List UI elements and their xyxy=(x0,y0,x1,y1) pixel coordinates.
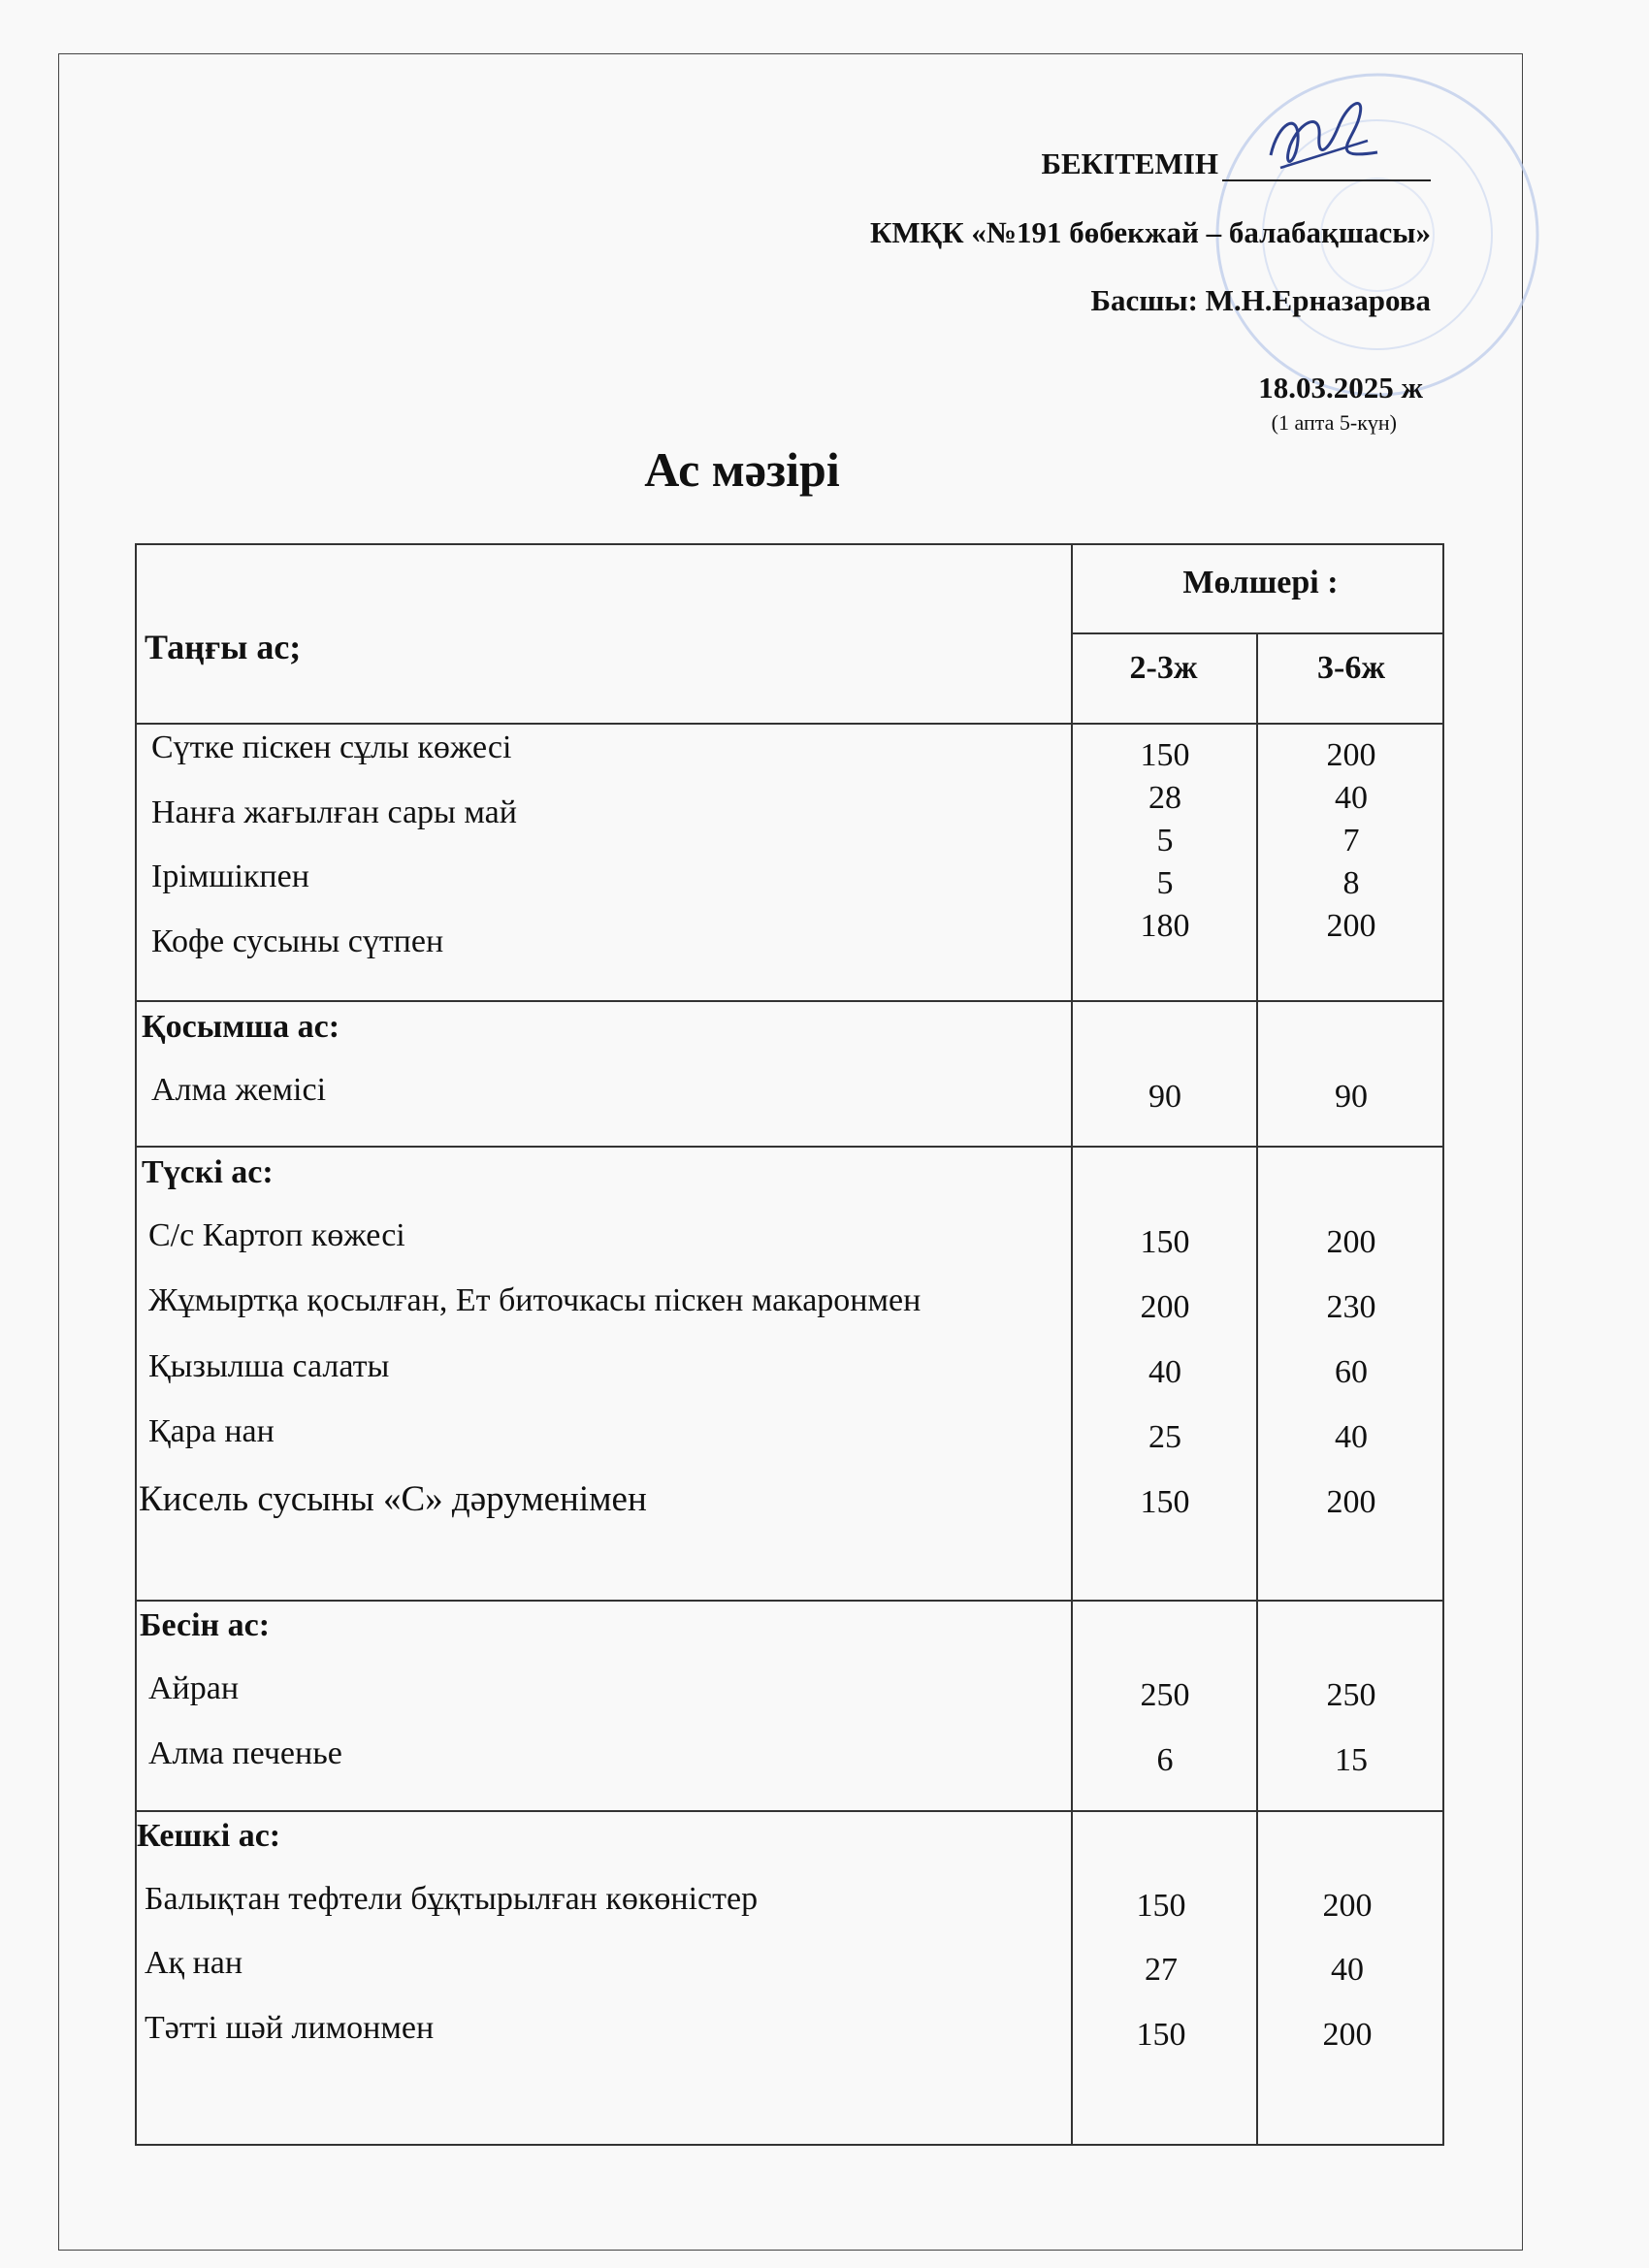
portion-2-3: 150 xyxy=(1136,1888,1186,1924)
portion-3-6: 200 xyxy=(1326,737,1376,773)
row-divider xyxy=(137,1000,1442,1002)
meal-title-dinner: Кешкі ас: xyxy=(137,1818,281,1854)
portion-2-3: 5 xyxy=(1156,865,1174,901)
dish-name: Алма жемісі xyxy=(151,1072,327,1108)
meal-title-snack: Қосымша ас: xyxy=(142,1009,340,1045)
portion-2-3: 150 xyxy=(1140,1224,1190,1260)
portion-2-3: 6 xyxy=(1156,1742,1174,1778)
week-day: (1 апта 5-күн) xyxy=(1271,410,1397,435)
meal-title-lunch: Түскі ас: xyxy=(142,1154,274,1190)
organization-name: КМҚК «№191 бөбекжай – балабақшасы» xyxy=(869,215,1431,249)
dish-name: Сүтке піскен сұлы көжесі xyxy=(151,729,512,765)
portion-2-3: 250 xyxy=(1140,1677,1190,1713)
portion-3-6: 60 xyxy=(1335,1354,1368,1390)
dish-name: С/с Картоп көжесі xyxy=(148,1217,405,1253)
portion-3-6: 200 xyxy=(1322,2017,1373,2053)
portion-2-3: 28 xyxy=(1148,780,1181,816)
dish-name: Қызылша салаты xyxy=(148,1348,390,1384)
meal-title-breakfast: Таңғы ас; xyxy=(145,628,302,666)
dish-name: Кофе сусыны сүтпен xyxy=(151,923,444,959)
row-divider xyxy=(137,723,1442,725)
portion-2-3: 27 xyxy=(1145,1952,1178,1988)
dish-name: Жұмыртқа қосылған, Ет биточкасы піскен макаронмен xyxy=(148,1282,922,1318)
dish-name: Айран xyxy=(148,1670,240,1706)
dish-name: Ақ нан xyxy=(145,1945,243,1981)
portion-3-6: 200 xyxy=(1322,1888,1373,1924)
portion-3-6: 90 xyxy=(1335,1079,1368,1115)
portion-3-6: 40 xyxy=(1335,780,1368,816)
meal-title-afternoon: Бесін ас: xyxy=(140,1607,271,1643)
signature-line xyxy=(1222,141,1431,181)
portion-2-3: 150 xyxy=(1140,737,1190,773)
portion-3-6: 250 xyxy=(1326,1677,1376,1713)
portion-3-6: 230 xyxy=(1326,1289,1376,1325)
director-name: Басшы: М.Н.Ерназарова xyxy=(1090,283,1431,317)
age-3-6-header: 3-6ж xyxy=(1317,650,1385,686)
amount-header: Мөлшері : xyxy=(1182,565,1339,600)
portion-3-6: 40 xyxy=(1335,1419,1368,1455)
dish-name: Қара нан xyxy=(148,1413,275,1449)
row-divider xyxy=(137,1600,1442,1602)
dish-name: Тәтті шәй лимонмен xyxy=(145,2010,435,2046)
approval-line xyxy=(1041,141,1431,181)
portion-3-6: 200 xyxy=(1326,908,1376,944)
dish-name: Нанға жағылған сары май xyxy=(151,794,517,830)
portion-2-3: 180 xyxy=(1140,908,1190,944)
dish-name: Ірімшікпен xyxy=(151,859,309,894)
portion-2-3: 200 xyxy=(1140,1289,1190,1325)
portion-2-3: 40 xyxy=(1148,1354,1181,1390)
portion-3-6: 15 xyxy=(1335,1742,1368,1778)
portion-2-3: 150 xyxy=(1136,2017,1186,2053)
menu-date: 18.03.2025 ж xyxy=(1258,371,1423,405)
row-divider xyxy=(1071,632,1442,634)
portion-2-3: 90 xyxy=(1148,1079,1181,1115)
approval-label: БЕКІТЕМІН xyxy=(1041,146,1218,180)
portion-3-6: 7 xyxy=(1342,823,1360,859)
row-divider xyxy=(137,1810,1442,1812)
dish-name: Алма печенье xyxy=(148,1735,342,1771)
portion-3-6: 200 xyxy=(1326,1484,1376,1520)
portion-3-6: 8 xyxy=(1342,865,1360,901)
dish-name: Балықтан тефтели бұқтырылған көкөністер xyxy=(145,1881,759,1917)
signature xyxy=(1261,82,1387,189)
portion-3-6: 40 xyxy=(1331,1952,1364,1988)
portion-3-6: 200 xyxy=(1326,1224,1376,1260)
row-divider xyxy=(137,1146,1442,1148)
portion-2-3: 25 xyxy=(1148,1419,1181,1455)
portion-2-3: 5 xyxy=(1156,823,1174,859)
portion-2-3: 150 xyxy=(1140,1484,1190,1520)
age-2-3-header: 2-3ж xyxy=(1129,650,1198,686)
page-title: Ас мәзірі xyxy=(644,442,840,497)
menu-table xyxy=(135,543,1444,2146)
dish-name: Кисель сусыны «С» дәруменімен xyxy=(139,1479,647,1519)
